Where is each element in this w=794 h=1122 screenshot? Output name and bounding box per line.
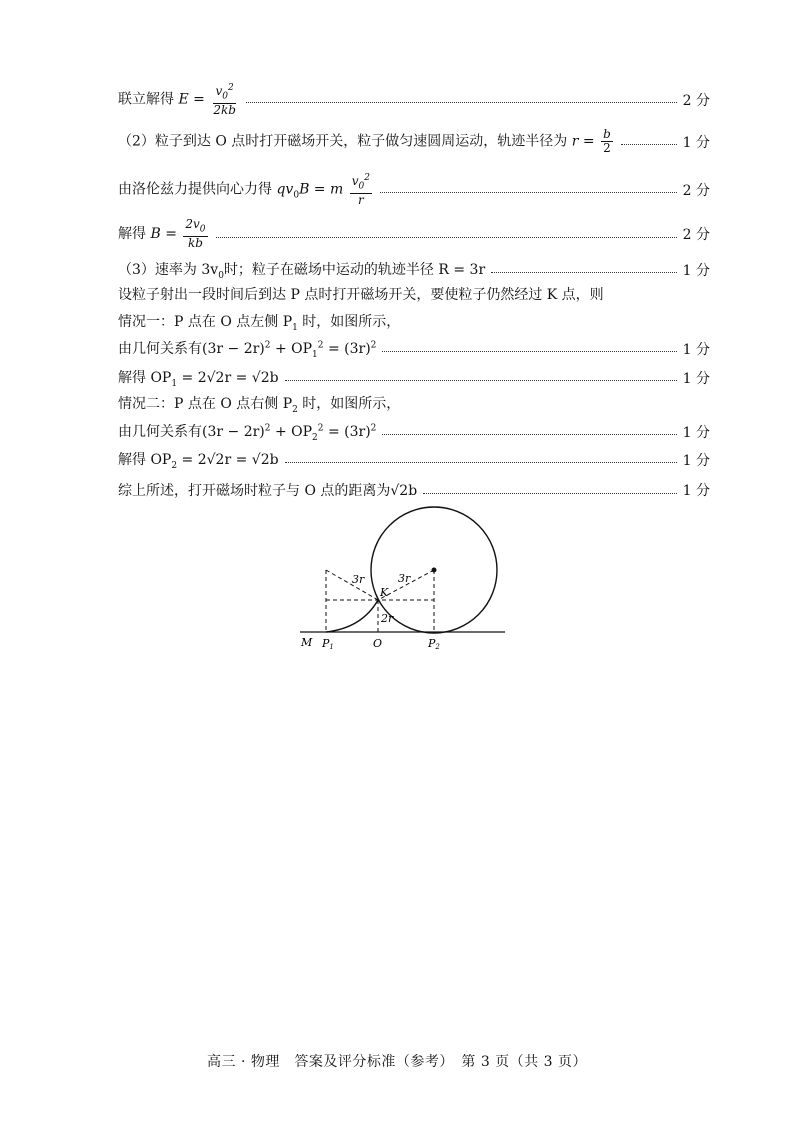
dot-leader bbox=[382, 351, 676, 352]
label-p2: P2 bbox=[428, 637, 440, 651]
answer-line-2: （2）粒子到达 O 点时打开磁场开关，粒子做匀速圆周运动，轨迹半径为 r = $\frac{b}{2}$ 1 分 bbox=[118, 127, 710, 155]
answer-line-3: 由洛伦兹力提供向心力得 $qv_0B = m$ $\frac{v_0^2}{r}$ 2 分 bbox=[118, 173, 710, 208]
page-footer: 高三 · 物理 答案及评分标准（参考） 第 3 页（共 3 页） bbox=[207, 1054, 587, 1070]
label-3r-right: 3r bbox=[398, 572, 411, 585]
answer-line-11: 由几何关系有$(3r - 2r)^2 + OP_2^2 = (3r)^2$ 1 分 bbox=[118, 423, 710, 443]
line-1-text: 联立解得 bbox=[118, 91, 179, 108]
label-o: O bbox=[373, 637, 383, 650]
geometry-figure bbox=[290, 500, 520, 660]
score-label: 1 分 bbox=[682, 452, 710, 469]
answer-line-12: 解得 $OP_2 = 2√2r = √2b$ 1 分 bbox=[118, 449, 710, 471]
score-label: 2 分 bbox=[682, 92, 710, 109]
dot-leader bbox=[216, 237, 677, 238]
score-label: 1 分 bbox=[682, 483, 710, 499]
fraction: $\frac{b}{2}$ bbox=[603, 127, 611, 155]
fraction: $\frac{v_0^2}{2kb}$ bbox=[213, 83, 236, 118]
score-label: 1 分 bbox=[682, 262, 710, 279]
fraction: $\frac{2v_0}{kb}$ bbox=[185, 217, 206, 251]
dot-leader bbox=[285, 462, 677, 463]
answer-line-8: 由几何关系有$(3r - 2r)^2 + OP_1^2 = (3r)^2$ 1 分 bbox=[118, 340, 710, 360]
label-2r: 2r bbox=[381, 612, 394, 625]
answer-line-7: 情况一：P 点在 O 点左侧 $P_1$ 时，如图所示， bbox=[118, 314, 401, 333]
answer-line-5: （3）速率为 $3v_0$时；粒子在磁场中运动的轨迹半径 R = 3r 1 分 bbox=[118, 259, 710, 281]
answer-line-10: 情况二：P 点在 O 点右侧 $P_2$ 时，如图所示， bbox=[118, 396, 401, 415]
dot-leader bbox=[491, 272, 676, 273]
score-label: 2 分 bbox=[682, 182, 710, 199]
label-k: K bbox=[380, 586, 389, 599]
answer-line-13: 综上所述，打开磁场时粒子与 O 点的距离为√2b 1 分 bbox=[118, 480, 710, 500]
line-1-lhs: E = bbox=[178, 91, 205, 108]
center-dot bbox=[432, 568, 437, 573]
dot-leader bbox=[382, 434, 676, 435]
answer-line-1 bbox=[118, 82, 710, 117]
label-p1: P1 bbox=[322, 637, 334, 651]
fraction: $\frac{v_0^2}{r}$ bbox=[351, 173, 370, 208]
dot-leader bbox=[246, 102, 677, 103]
score-label: 1 分 bbox=[682, 134, 710, 151]
score-label: 1 分 bbox=[682, 341, 710, 358]
score-label: 1 分 bbox=[682, 370, 710, 387]
label-m: M bbox=[301, 636, 313, 649]
label-3r-left: 3r bbox=[352, 573, 365, 586]
dot-leader bbox=[621, 144, 677, 145]
dot-leader bbox=[285, 380, 677, 381]
answer-line-4: 解得 B = $\frac{2v_0}{kb}$ 2 分 bbox=[118, 217, 710, 251]
dot-leader bbox=[423, 493, 676, 494]
trajectory-arc-left bbox=[326, 600, 378, 632]
answer-line-9: 解得 $OP_1 = 2√2r = √2b$ 1 分 bbox=[118, 367, 710, 389]
answer-line-6: 设粒子射出一段时间后到达 P 点时打开磁场开关，要使粒子仍然经过 K 点，则 bbox=[118, 287, 604, 303]
dot-leader bbox=[380, 192, 677, 193]
score-label: 1 分 bbox=[682, 424, 710, 441]
score-label: 2 分 bbox=[682, 227, 710, 244]
